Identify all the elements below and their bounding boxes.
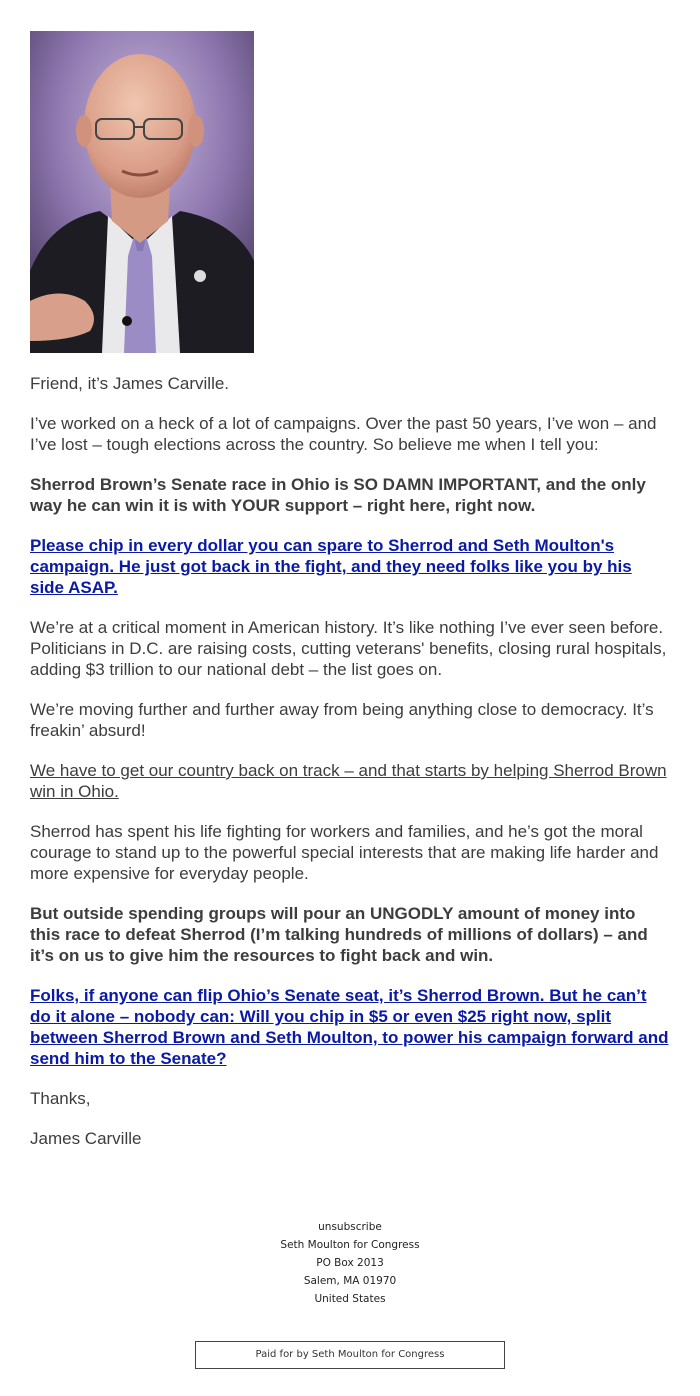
- message-body: [30, 373, 670, 1149]
- footer-po-box: PO Box 2013: [316, 1257, 384, 1269]
- signature: James Carville: [30, 1129, 142, 1148]
- footer-country: United States: [314, 1293, 386, 1305]
- email-footer: [0, 1218, 700, 1308]
- email-content: [30, 31, 670, 1168]
- paragraph-importance: Sherrod Brown’s Senate race in Ohio is SO DAMN IMPORTANT, and the only way he can win it is with YOUR support – right here, right now.: [30, 475, 646, 515]
- unsubscribe-link[interactable]: unsubscribe: [318, 1221, 382, 1233]
- paragraph-outside-spending: But outside spending groups will pour an UNGODLY amount of money into this race to defeat Sherrod (I’m talking hundreds of millions of dollars) – and it’s on us to give him the resources to fight back and win.: [30, 904, 648, 965]
- back-on-track-link[interactable]: We have to get our country back on track – and that starts by helping Sherrod Brown win in Ohio.: [30, 761, 667, 801]
- portrait-image: [30, 31, 254, 353]
- paragraph-experience: I’ve worked on a heck of a lot of campaigns. Over the past 50 years, I’ve won – and I’ve lost – tough elections across the country. So believe me when I tell you:: [30, 414, 657, 454]
- paragraph-critical-moment: We’re at a critical moment in American history. It’s like nothing I’ve ever seen before. Politicians in D.C. are raising costs, cutting veterans' benefits, closing rural hospitals, adding $3 trillion to our national debt – the list goes on.: [30, 618, 667, 679]
- paid-for-disclaimer: Paid for by Seth Moulton for Congress: [195, 1341, 505, 1369]
- greeting: Friend, it’s James Carville.: [30, 374, 230, 393]
- paragraph-sherrod-record: Sherrod has spent his life fighting for workers and families, and he’s got the moral courage to stand up to the powerful special interests that are making life harder and more expensive for everyday people.: [30, 822, 659, 883]
- footer-org: Seth Moulton for Congress: [280, 1239, 420, 1251]
- paragraph-democracy: We’re moving further and further away from being anything close to democracy. It’s freakin’ absurd!: [30, 700, 654, 740]
- donate-link-2[interactable]: Folks, if anyone can flip Ohio’s Senate seat, it’s Sherrod Brown. But he can’t do it alone – nobody can: Will you chip in $5 or even $25 right now, split between Sherrod Brown and Seth Moulton, to power his campaign forward and send him to the Senate?: [30, 986, 669, 1068]
- footer-city: Salem, MA 01970: [303, 1275, 397, 1287]
- carville-photo: [30, 31, 254, 353]
- donate-link-1[interactable]: Please chip in every dollar you can spare to Sherrod and Seth Moulton's campaign. He just got back in the fight, and they need folks like you by his side ASAP.: [30, 536, 632, 597]
- closing: Thanks,: [30, 1089, 91, 1108]
